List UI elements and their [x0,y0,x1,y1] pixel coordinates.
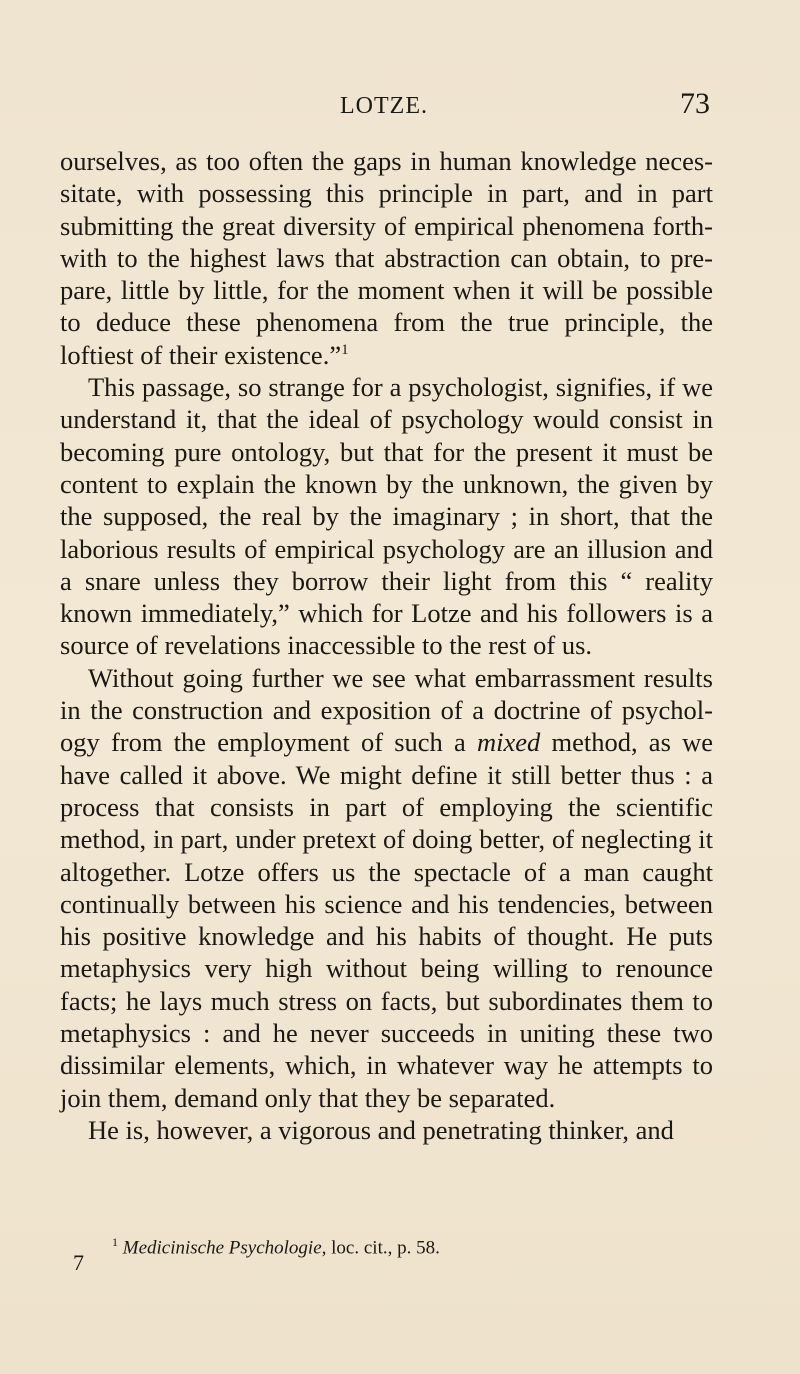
paragraph-2: This passage, so strange for a psychologist, signifies, if we understand it, that the ideal of psychology would consist in becoming pure ontology, but that for the present it must be content to explain the known by the unknown, the given by the supposed, the real by the imaginary ; in short, that the laborious results of empirical psychology are an illusion and a snare unless they borrow their light from this “ reality known immediately,” which for Lotze and his followers is a source of revelations inaccessible to the rest of us. [60,372,713,661]
footnote-line [60,1230,713,1260]
paragraph-3 [60,662,713,1114]
page-number: 73 [680,87,710,120]
paragraph-1 [60,145,713,371]
page-header [60,87,710,133]
paragraph-1-text: ourselves, as too often the gaps in human knowledge necessitate, with possessing this principle in part, and in part submitting the great diversity of empirical phenomena forthwith to the highest laws that abstraction can obtain, to prepare, little by little, for the moment when it will be possible to deduce these phenomena from the true principle, the loftiest of their existence.” [60,146,713,370]
body-text [60,145,713,1146]
signature-mark: 7 [73,1250,84,1275]
emphasized-word: mixed [477,727,541,758]
paragraph-3-text-start: Without going further we see what embarrassment results in the construction and exposition of a doctrine of psychology from the employment of such a [60,662,713,758]
footnote [60,1230,713,1260]
paragraph-3-text-end: method, as we have called it above. We might define it still better thus : a process that consists in part of employing the scientific method, in part, under pretext of doing better, of neglecting it altogether. Lotze offers us the spectacle of a man caught continually between his science and his tendencies, between his positive knowledge and his habits of thought. He puts metaphysics very high without being willing to renounce facts; he lays much stress on facts, but subordinates them to metaphysics : and he never succeeds in uniting these two dissimilar elements, which, in whatever way he attempts to join them, demand only that they be separated. [60,727,713,1113]
footnote-citation: loc. cit., p. 58. [326,1237,440,1259]
paragraph-4: He is, however, a vigorous and penetrating thinker, and [88,1114,674,1145]
footnote-title: Medicinische Psychologie, [122,1237,327,1259]
running-head: LOTZE. [340,93,428,119]
footnote-marker: 1 [112,1235,118,1249]
footnote-reference: 1 [341,341,349,358]
